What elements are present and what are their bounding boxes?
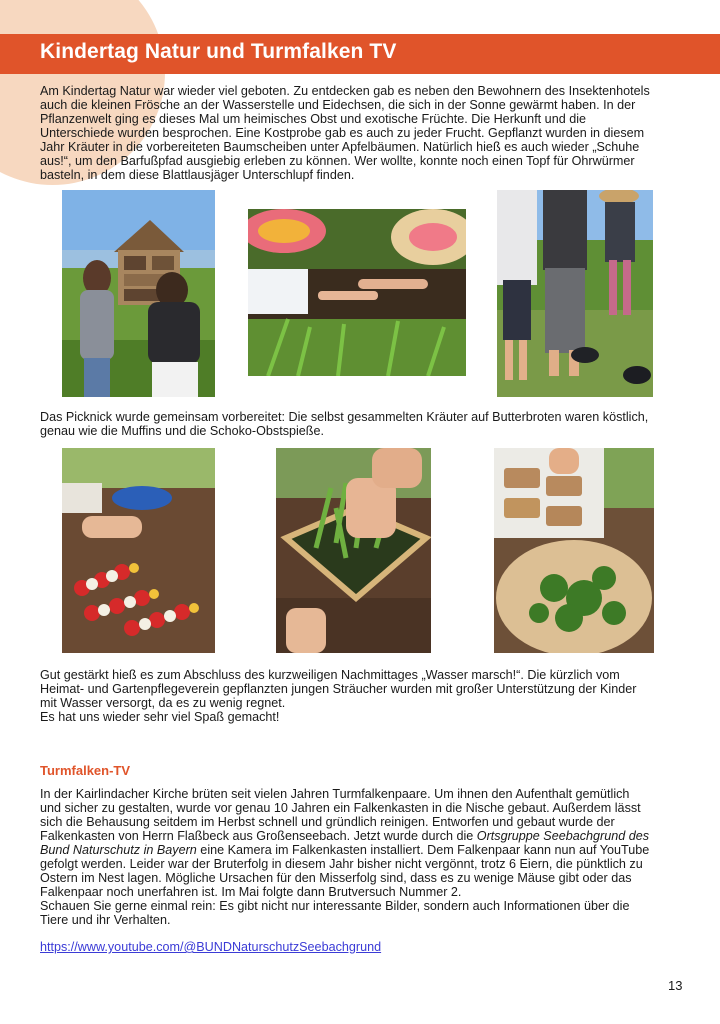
- photo-barefoot-path: [497, 190, 653, 397]
- text-line: [40, 829, 668, 843]
- text-line: Es hat uns wieder sehr viel Spaß gemacht!: [40, 710, 280, 724]
- section-heading-turmfalken: Turmfalken-TV: [40, 763, 131, 778]
- photo-herb-box: [276, 448, 431, 653]
- text-line: basteln, in dem diese Blattlausjäger Unterschlupf finden.: [40, 168, 355, 182]
- text-line: Unterschiede wurden besprochen. Eine Kostprobe gab es auch zu jeder Frucht. Gepflanzt wurden in diesem: [40, 126, 645, 140]
- text-line: genau wie die Muffins und die Schoko-Obstspieße.: [40, 424, 324, 438]
- title-bar: [0, 34, 720, 74]
- photo-herb-bread: [494, 448, 654, 653]
- text-line: Falkenpaar noch unerfahren ist. Im Mai folgte dann Brutversuch Nummer 2.: [40, 885, 462, 899]
- turmfalken-paragraph: [40, 787, 668, 927]
- page-title: Kindertag Natur und Turmfalken TV: [40, 40, 397, 63]
- italic-org-name: Bund Naturschutz in Bayern: [40, 843, 197, 857]
- text-line: Tiere und ihr Verhalten.: [40, 913, 171, 927]
- text-line: Pflanzenwelt ging es dieses Mal um heimisches Obst und exotische Früchte. Die Herkunft und die: [40, 112, 587, 126]
- text-line: aus!“, um den Barfußpfad ausgiebig erleben zu können. Wer wollte, konnte noch einen Topf für Ohrwürmer: [40, 154, 635, 168]
- text-line: Am Kindertag Natur war wieder viel geboten. Zu entdecken gab es neben den Bewohnern des Insektenhotels: [40, 84, 650, 98]
- text-line: sich die Behausung seitdem im Herbst schnell und gründlich reinigen. Entworfen und gebaut wurde der: [40, 815, 615, 829]
- text-line: Schauen Sie gerne einmal rein: Es gibt nicht nur interessante Bilder, sondern auch Informationen über die: [40, 899, 630, 913]
- text-line: Heimat- und Gartenpflegeverein gepflanzten jungen Sträucher wurden mit großer Unterstützung der Kinder: [40, 682, 637, 696]
- closing-paragraph: [40, 668, 668, 724]
- page-number: 13: [668, 978, 683, 993]
- text-line: Ostern im Nest lagen. Mögliche Ursachen für den Misserfolg sind, dass es zu wenige Mäuse gibt oder das: [40, 871, 632, 885]
- photo-fruit-skewers: [62, 448, 215, 653]
- text-line: mit Wasser versorgt, da es zu wenig regnet.: [40, 696, 286, 710]
- text-line: Das Picknick wurde gemeinsam vorbereitet: Die selbst gesammelten Kräuter auf Butterbroten waren köstlich,: [40, 410, 649, 424]
- text-line: [40, 843, 668, 857]
- text-line: Gut gestärkt hieß es zum Abschluss des kurzweiligen Nachmittages „Wasser marsch!“. Die kürzlich vom: [40, 668, 620, 682]
- photo-insect-hotel: [62, 190, 215, 397]
- youtube-link[interactable]: https://www.youtube.com/@BUNDNaturschutzSeebachgrund: [40, 940, 382, 954]
- text-line: In der Kairlindacher Kirche brüten seit vielen Jahren Turmfalkenpaare. Um ihnen den Aufenthalt gemütlich: [40, 787, 630, 801]
- picnic-paragraph: [40, 410, 668, 438]
- text-line: Jahr Kräuter in die vorbereiteten Baumscheiben unter Apfelbäumen. Natürlich hieß es auch wieder „Schuhe: [40, 140, 640, 154]
- text-run: Falkenkasten von Herrn Flaßbeck aus Großenseebach. Jetzt wurde durch die: [40, 829, 477, 843]
- photo-planting-herbs: [248, 209, 466, 376]
- text-line: und sicher zu gestalten, wurde vor genau 10 Jahren ein Falkenkasten in die Nische gebaut. Außerdem lässt: [40, 801, 641, 815]
- text-line: gefolgt werden. Leider war der Bruterfolg in diesem Jahr bisher nicht vergönnt, trotz 6 Eiern, die pünktlich zu: [40, 857, 643, 871]
- text-run: eine Kamera im Falkenkasten installiert. Dem Falkenpaar kann nun auf YouTube: [196, 843, 650, 857]
- italic-org-name: Ortsgruppe Seebachgrund des: [476, 829, 650, 843]
- text-line: auch die kleinen Frösche an der Wasserstelle und Eidechsen, die sich in der Sonne gewärmt haben. In der: [40, 98, 636, 112]
- intro-paragraph: [40, 84, 668, 182]
